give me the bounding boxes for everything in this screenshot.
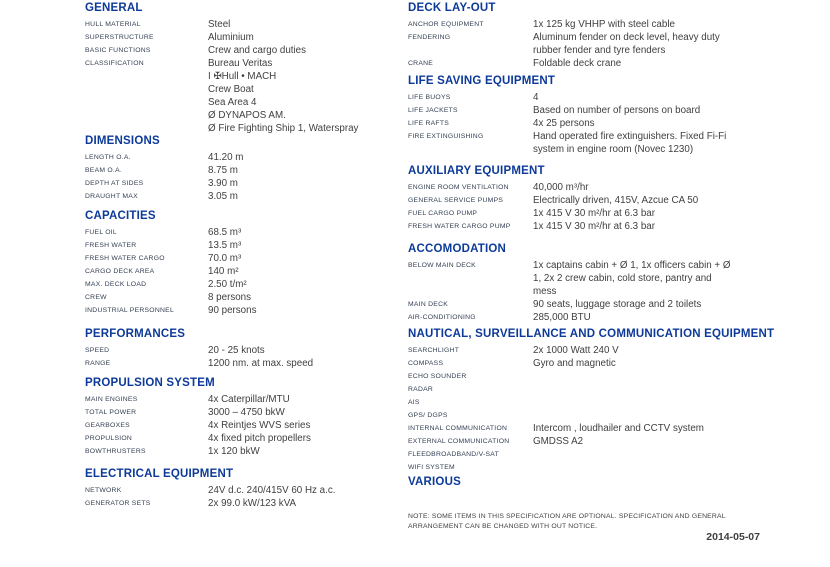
- spec-value-line: 70.0 m³: [208, 253, 242, 264]
- spec-row: [85, 445, 407, 458]
- spec-value-line: 1x 415 V 30 m²/hr at 6.3 bar: [533, 208, 655, 219]
- spec-label: BELOW MAIN DECK: [408, 262, 476, 269]
- spec-row: [85, 226, 407, 239]
- spec-value-line: 140 m²: [208, 266, 239, 277]
- section-accomodation: [408, 243, 760, 324]
- spec-value-line: 1, 2x 2 crew cabin, cold store, pantry and: [533, 273, 712, 284]
- spec-row: [408, 117, 760, 130]
- spec-value-line: Sea Area 4: [208, 97, 257, 108]
- section-title: DIMENSIONS: [85, 135, 160, 147]
- spec-value: [533, 259, 760, 298]
- spec-row: [85, 406, 407, 419]
- spec-row: [85, 57, 407, 135]
- spec-value: [533, 91, 760, 104]
- spec-value-line: 4x 25 persons: [533, 118, 595, 129]
- note-line: NOTE: SOME ITEMS IN THIS SPECIFICATION ARE OPTIONAL. SPECIFICATION AND GENERAL: [408, 513, 726, 520]
- spec-value: [533, 435, 760, 448]
- spec-row: [408, 448, 760, 461]
- spec-value: [533, 18, 760, 31]
- spec-label: RADAR: [408, 386, 434, 393]
- spec-value: [533, 181, 760, 194]
- spec-value-line: 3.05 m: [208, 191, 238, 202]
- left-column: [85, 0, 407, 567]
- spec-value-line: 24V d.c. 240/415V 60 Hz a.c.: [208, 485, 336, 496]
- spec-label: BASIC FUNCTIONS: [85, 47, 151, 54]
- spec-value-line: 1x 125 kg VHHP with steel cable: [533, 19, 675, 30]
- spec-label: ECHO SOUNDER: [408, 373, 467, 380]
- section-nautical-surveillance-and-communication-equipment: [408, 328, 775, 474]
- spec-label: WIFI SYSTEM: [408, 464, 455, 471]
- spec-value: [533, 422, 760, 435]
- spec-label: GENERAL SERVICE PUMPS: [408, 197, 504, 204]
- section-capacities: [85, 210, 407, 317]
- spec-label: COMPASS: [408, 360, 444, 367]
- spec-row: [408, 181, 760, 194]
- spec-row: [408, 409, 760, 422]
- spec-value-line: 2x 1000 Watt 240 V: [533, 345, 619, 356]
- spec-label: CARGO DECK AREA: [85, 268, 155, 275]
- section-title: DECK LAY-OUT: [408, 2, 496, 14]
- section-propulsion-system: [85, 377, 407, 458]
- spec-value: [208, 252, 407, 265]
- spec-value-line: 8 persons: [208, 292, 252, 303]
- spec-value-line: Bureau Veritas: [208, 58, 273, 69]
- spec-value: [208, 18, 407, 31]
- spec-row: [85, 497, 407, 510]
- spec-label: HULL MATERIAL: [85, 21, 141, 28]
- spec-value-line: rubber fender and tyre fenders: [533, 45, 666, 56]
- spec-row: [85, 31, 407, 44]
- spec-value: [208, 164, 407, 177]
- spec-value-line: system in engine room (Novec 1230): [533, 144, 694, 155]
- spec-value-line: Crew Boat: [208, 84, 254, 95]
- note-line: ARRANGEMENT CAN BE CHANGED WITH OUT NOTICE.: [408, 522, 598, 530]
- spec-value: [208, 190, 407, 203]
- spec-value: [208, 344, 407, 357]
- spec-label: FRESH WATER CARGO PUMP: [408, 223, 511, 230]
- spec-value-line: Aluminium: [208, 32, 254, 43]
- spec-value-line: 2x 99.0 kW/123 kVA: [208, 498, 297, 509]
- section-title: LIFE SAVING EQUIPMENT: [408, 75, 556, 87]
- spec-value-line: Electrically driven, 415V, Azcue CA 50: [533, 195, 699, 206]
- spec-value-line: GMDSS A2: [533, 436, 584, 447]
- spec-value: [208, 151, 407, 164]
- section-title: GENERAL: [85, 2, 143, 14]
- spec-row: [85, 239, 407, 252]
- spec-value-line: mess: [533, 286, 557, 297]
- spec-label: FLEEDBROADBAND/V-SAT: [408, 451, 499, 458]
- spec-value-line: Ø DYNAPOS AM.: [208, 110, 286, 121]
- spec-label: SUPERSTRUCTURE: [85, 34, 154, 41]
- spec-label: MAX. DECK LOAD: [85, 281, 147, 288]
- spec-value: [533, 130, 760, 156]
- spec-row: [408, 130, 760, 156]
- spec-row: [408, 435, 760, 448]
- spec-value: [533, 117, 760, 130]
- spec-row: [408, 18, 760, 31]
- spec-row: [408, 220, 760, 233]
- spec-value: [533, 104, 760, 117]
- spec-row: [408, 31, 760, 57]
- spec-label: INDUSTRIAL PERSONNEL: [85, 307, 174, 314]
- spec-value: [533, 298, 760, 311]
- spec-label: ANCHOR EQUIPMENT: [408, 21, 484, 28]
- section-title: PROPULSION SYSTEM: [85, 377, 215, 389]
- spec-value: [208, 226, 407, 239]
- spec-value: [533, 207, 760, 220]
- spec-value: [208, 432, 407, 445]
- spec-value: [533, 344, 760, 357]
- spec-label: LENGTH O.A.: [85, 154, 131, 161]
- spec-value-line: Crew and cargo duties: [208, 45, 307, 56]
- spec-row: [408, 370, 760, 383]
- spec-value: [208, 31, 407, 44]
- spec-value-line: Foldable deck crane: [533, 58, 622, 69]
- spec-row: [85, 151, 407, 164]
- spec-row: [408, 461, 760, 474]
- spec-value-line: Based on number of persons on board: [533, 105, 701, 116]
- section-auxiliary-equipment: [408, 165, 760, 233]
- spec-row: [85, 357, 407, 370]
- spec-value-line: Intercom , loudhailer and CCTV system: [533, 423, 704, 434]
- spec-row: [408, 104, 760, 117]
- spec-label: GEARBOXES: [85, 422, 130, 429]
- spec-value: [533, 311, 760, 324]
- spec-label: SPEED: [85, 347, 110, 354]
- spec-label: BEAM O.A.: [85, 167, 122, 174]
- spec-row: [85, 304, 407, 317]
- spec-label: CREW: [85, 294, 107, 301]
- spec-value: [208, 484, 407, 497]
- spec-value: [208, 278, 407, 291]
- spec-label: BOWTHRUSTERS: [85, 448, 146, 455]
- spec-label: FRESH WATER: [85, 242, 137, 249]
- spec-value: [208, 239, 407, 252]
- spec-label: MAIN DECK: [408, 301, 449, 308]
- spec-label: INTERNAL COMMUNICATION: [408, 425, 508, 432]
- document-date: 2014-05-07: [706, 531, 760, 543]
- spec-value: [533, 461, 760, 474]
- spec-label: MAIN ENGINES: [85, 396, 138, 403]
- right-column: [408, 0, 775, 567]
- spec-label: CLASSIFICATION: [85, 60, 144, 67]
- spec-row: [85, 18, 407, 31]
- spec-row: [85, 190, 407, 203]
- spec-value-line: 1200 nm. at max. speed: [208, 358, 314, 369]
- spec-value-line: 4x Reintjes WVS series: [208, 420, 311, 431]
- section-life-saving-equipment: [408, 75, 760, 156]
- spec-row: [85, 344, 407, 357]
- spec-label: FUEL OIL: [85, 229, 117, 236]
- spec-row: [408, 383, 760, 396]
- spec-label: GPS/ DGPS: [408, 412, 448, 419]
- spec-value: [533, 57, 760, 70]
- spec-row: [408, 57, 760, 70]
- section-title: NAUTICAL, SURVEILLANCE AND COMMUNICATION EQUIPMENT: [408, 328, 775, 340]
- section-dimensions: [85, 135, 407, 203]
- spec-row: [85, 484, 407, 497]
- spec-row: [85, 44, 407, 57]
- section-title: VARIOUS: [408, 476, 461, 488]
- spec-value: [208, 406, 407, 419]
- spec-label: LIFE RAFTS: [408, 120, 450, 127]
- spec-row: [408, 311, 760, 324]
- spec-label: ENGINE ROOM VENTILATION: [408, 184, 509, 191]
- spec-label: DEPTH AT SIDES: [85, 180, 144, 187]
- section-title: ELECTRICAL EQUIPMENT: [85, 468, 234, 480]
- section-title: ACCOMODATION: [408, 243, 507, 255]
- spec-label: PROPULSION: [85, 435, 133, 442]
- spec-value: [533, 448, 760, 461]
- spec-value-line: 4x fixed pitch propellers: [208, 433, 311, 444]
- spec-value: [533, 383, 760, 396]
- spec-label: FENDERING: [408, 34, 451, 41]
- spec-row: [408, 207, 760, 220]
- spec-value: [533, 357, 760, 370]
- spec-label: CRANE: [408, 60, 434, 67]
- section-title: CAPACITIES: [85, 210, 156, 222]
- spec-value: [208, 357, 407, 370]
- spec-row: [85, 419, 407, 432]
- spec-label: LIFE BUOYS: [408, 94, 451, 101]
- spec-value-line: 2.50 t/m²: [208, 279, 247, 290]
- spec-value-line: 8.75 m: [208, 165, 238, 176]
- spec-value-line: 1x 120 bkW: [208, 446, 260, 457]
- spec-label: AIR-CONDITIONING: [408, 314, 476, 321]
- spec-value-line: I ✠Hull • MACH: [208, 71, 277, 82]
- footer-note: [408, 512, 760, 531]
- spec-row: [408, 396, 760, 409]
- spec-value-line: 13.5 m³: [208, 240, 242, 251]
- spec-value: [208, 304, 407, 317]
- spec-row: [85, 432, 407, 445]
- spec-value-line: 20 - 25 knots: [208, 345, 265, 356]
- spec-value: [533, 370, 760, 383]
- spec-value-line: 1x 415 V 30 m²/hr at 6.3 bar: [533, 221, 655, 232]
- section-various: [408, 476, 760, 492]
- spec-label: FRESH WATER CARGO: [85, 255, 165, 262]
- spec-value: [533, 31, 760, 57]
- spec-value-line: 3000 – 4750 bkW: [208, 407, 285, 418]
- spec-value: [533, 396, 760, 409]
- spec-label: DRAUGHT MAX: [85, 193, 138, 200]
- spec-row: [408, 194, 760, 207]
- spec-row: [85, 177, 407, 190]
- section-electrical-equipment: [85, 468, 407, 510]
- section-performances: [85, 328, 407, 370]
- spec-label: FIRE EXTINGUISHING: [408, 133, 484, 140]
- spec-row: [408, 298, 760, 311]
- spec-row: [85, 265, 407, 278]
- spec-value: [208, 419, 407, 432]
- spec-label: AIS: [408, 399, 420, 406]
- spec-row: [408, 91, 760, 104]
- spec-value: [208, 497, 407, 510]
- spec-value: [533, 194, 760, 207]
- spec-value: [208, 291, 407, 304]
- spec-value: [208, 265, 407, 278]
- spec-label: RANGE: [85, 360, 111, 367]
- spec-value-line: Gyro and magnetic: [533, 358, 616, 369]
- spec-row: [408, 422, 760, 435]
- spec-row: [408, 259, 760, 298]
- section-title: AUXILIARY EQUIPMENT: [408, 165, 545, 177]
- spec-row: [85, 393, 407, 406]
- spec-value-line: 3.90 m: [208, 178, 238, 189]
- spec-value: [208, 445, 407, 458]
- spec-value-line: 40,000 m³/hr: [533, 182, 589, 193]
- spec-value-line: 4: [533, 92, 539, 103]
- spec-value: [208, 177, 407, 190]
- spec-value-line: 68.5 m³: [208, 227, 242, 238]
- spec-row: [408, 357, 760, 370]
- spec-label: EXTERNAL COMMUNICATION: [408, 438, 510, 445]
- spec-value-line: Ø Fire Fighting Ship 1, Waterspray: [208, 123, 359, 134]
- spec-row: [408, 344, 760, 357]
- spec-row: [85, 164, 407, 177]
- section-general: [85, 2, 407, 135]
- spec-value-line: 90 seats, luggage storage and 2 toilets: [533, 299, 702, 310]
- spec-row: [85, 291, 407, 304]
- spec-label: FUEL CARGO PUMP: [408, 210, 478, 217]
- spec-value-line: 4x Caterpillar/MTU: [208, 394, 290, 405]
- spec-label: TOTAL POWER: [85, 409, 137, 416]
- spec-value-line: 41.20 m: [208, 152, 244, 163]
- spec-value-line: Hand operated fire extinguishers. Fixed Fi-Fi: [533, 131, 727, 142]
- spec-label: LIFE JACKETS: [408, 107, 458, 114]
- spec-value: [208, 393, 407, 406]
- spec-value-line: 90 persons: [208, 305, 257, 316]
- section-title: PERFORMANCES: [85, 328, 186, 340]
- spec-label: GENERATOR SETS: [85, 500, 151, 507]
- spec-row: [85, 252, 407, 265]
- spec-value: [208, 57, 407, 135]
- spec-label: SEARCHLIGHT: [408, 347, 460, 354]
- spec-value-line: Aluminum fender on deck level, heavy duty: [533, 32, 720, 43]
- spec-row: [85, 278, 407, 291]
- spec-value-line: 1x captains cabin + Ø 1, 1x officers cabin + Ø: [533, 260, 731, 271]
- spec-value: [533, 409, 760, 422]
- spec-label: NETWORK: [85, 487, 122, 494]
- spec-value: [208, 44, 407, 57]
- spec-value: [533, 220, 760, 233]
- spec-value-line: 285,000 BTU: [533, 312, 591, 323]
- spec-value-line: Steel: [208, 19, 231, 30]
- section-deck-lay-out: [408, 2, 760, 70]
